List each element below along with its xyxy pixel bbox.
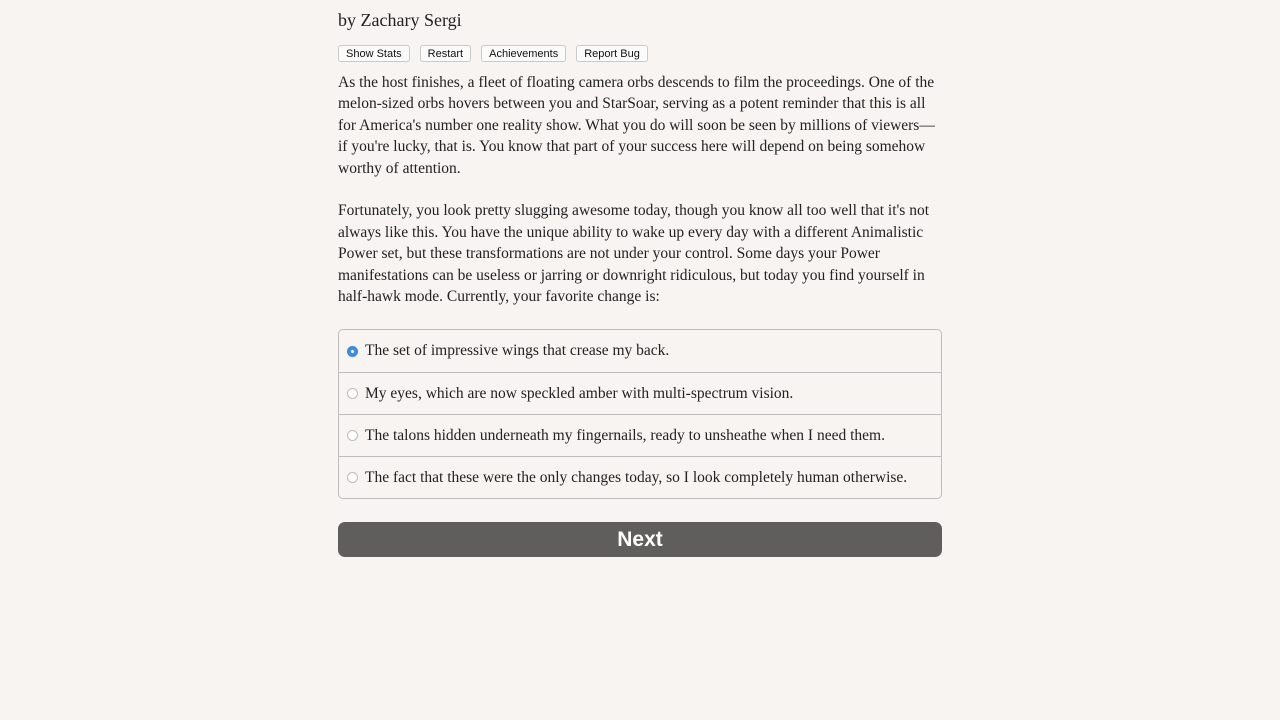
choice-label: The set of impressive wings that crease my back. bbox=[365, 342, 670, 360]
radio-selected-icon[interactable] bbox=[347, 346, 358, 357]
radio-unselected-icon[interactable] bbox=[347, 430, 358, 441]
main-content bbox=[338, 0, 942, 557]
author-byline: by Zachary Sergi bbox=[338, 10, 462, 30]
choice-list bbox=[338, 329, 942, 499]
choice-option-eyes[interactable] bbox=[339, 372, 941, 414]
choice-label: The talons hidden underneath my fingernails, ready to unsheathe when I need them. bbox=[365, 426, 885, 444]
choice-label: My eyes, which are now speckled amber with multi-spectrum vision. bbox=[365, 384, 794, 402]
next-button[interactable]: Next bbox=[338, 522, 942, 557]
show-stats-button[interactable]: Show Stats bbox=[338, 45, 410, 62]
report-bug-button[interactable]: Report Bug bbox=[576, 45, 648, 62]
choice-option-human[interactable] bbox=[339, 456, 941, 498]
story-text bbox=[338, 72, 942, 307]
choice-label: The fact that these were the only changes today, so I look completely human otherwise. bbox=[365, 468, 908, 486]
achievements-button[interactable]: Achievements bbox=[481, 45, 566, 62]
choice-option-wings[interactable] bbox=[339, 330, 941, 372]
choice-option-talons[interactable] bbox=[339, 414, 941, 456]
story-paragraph: Fortunately, you look pretty slugging awesome today, though you know all too well that it's not always like this. You have the unique ability to wake up every day with a different Animalistic Power set, but these transformations are not under your control. Some days your Power manifestations can be useless or jarring or downright ridiculous, but today you find yourself in half-hawk mode. Currently, your favorite change is: bbox=[338, 202, 930, 306]
story-paragraph: As the host finishes, a fleet of floating camera orbs descends to film the proceedings. One of the melon-sized orbs hovers between you and StarSoar, serving as a potent reminder that this is all for America's number one reality show. What you do will soon be seen by millions of viewers—if you're lucky, that is. You know that part of your success here will depend on being somehow worthy of attention. bbox=[338, 74, 935, 177]
restart-button[interactable]: Restart bbox=[420, 45, 471, 62]
game-toolbar bbox=[338, 45, 942, 63]
radio-unselected-icon[interactable] bbox=[347, 472, 358, 483]
radio-unselected-icon[interactable] bbox=[347, 388, 358, 399]
